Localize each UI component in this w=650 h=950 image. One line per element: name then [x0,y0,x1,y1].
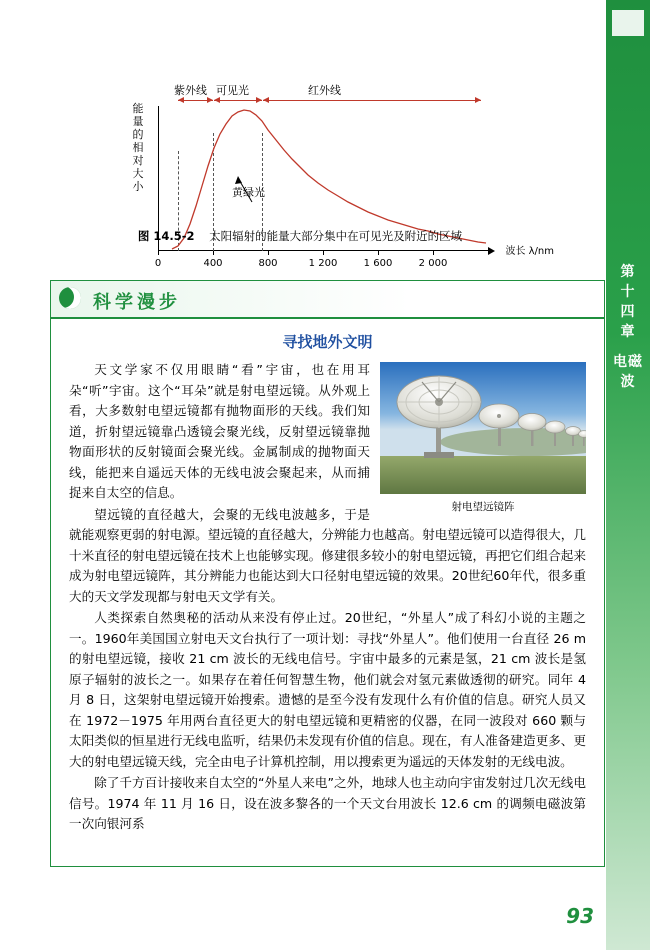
rail-top-notch [612,10,644,36]
photo-figure [380,362,586,518]
y-label-char-3: 的 [132,128,144,141]
chart-span-uv [178,100,213,101]
figure-caption [0,228,600,244]
chart-tick-label-1200: 1 200 [308,258,338,269]
chart-span-ir [263,100,481,101]
chart-tick-label-2000: 2 000 [418,258,448,269]
chapter-char-3: 四 [620,304,636,320]
chart-tick-0 [158,251,159,255]
chart-tick-2000 [433,251,434,255]
chart-band-label-visible: 可见光 [216,84,249,97]
article-paragraph-2: 望远镜的直径越大，会聚的无线电波越多，于是就能观察更弱的射电源。望远镜的直径越大，分辨能力也越高。射电望远镜可以造得很大，几十米直径的射电望远镜在技术上也能够实现。修建很多较小的射电望远镜，再把它们组合起来成为射电望远镜阵，其分辨能力也能达到大口径射电望远镜的效果。20世纪60年代，很多重大的天文学发现都与射电天文学有关。 [69,506,586,604]
figure-caption-label: 图 14.5-2 [137,229,195,243]
reading-box-title: 科学漫步 [93,292,181,313]
chart-tick-label-0: 0 [154,258,162,269]
chapter-char-2: 十 [620,284,636,300]
chapter-spacer [606,342,650,352]
article-paragraph-1: 天文学家不仅用眼睛“看”宇宙，也在用耳朵“听”宇宙。这个“耳朵”就是射电望远镜。从外观上看，大多数射电望远镜都有抛物面形的天线。我们知道，折射望远镜靠凸透镜会聚光线，反射望远镜靠抛物面形状的反射镜面会聚光线。金属制成的抛物面天线，能把来自遥远天体的无线电波会聚起来，从而捕捉来自太空的信息。 [69,362,370,500]
chart-y-axis-label [130,102,146,193]
crescent-moon-icon [59,287,81,309]
photo-caption: 射电望远镜阵 [451,501,515,513]
y-label-char-5: 对 [132,154,144,167]
page-number: 93 [566,904,594,928]
chart-tick-800 [268,251,269,255]
chart-x-axis-name: 波长 λ/nm [505,246,554,257]
chapter-side-rail [606,0,650,950]
y-label-char-6: 大 [132,167,144,180]
figure-14-5-2 [0,44,600,269]
chart-tick-label-1600: 1 600 [363,258,393,269]
chart-tick-label-400: 400 [203,258,223,269]
chapter-title: 电磁波 [613,354,643,390]
chart-annotation-yellow-green: 黄绿光 [232,186,265,199]
radio-telescope-array-photo [380,362,586,494]
chart-band-label-ir: 红外线 [308,84,341,97]
chart-tick-label-800: 800 [258,258,278,269]
chart-tick-1600 [378,251,379,255]
chart-x-axis-arrow [488,247,495,255]
article-title: 寻找地外文明 [282,333,373,351]
chapter-char-4: 章 [620,324,636,340]
reading-box [50,280,605,867]
y-label-char-4: 相 [132,141,144,154]
y-label-char-2: 量 [132,115,144,128]
chart-annotation-leader [232,166,292,206]
photo-artwork [380,362,586,494]
article-paragraph-4: 除了千方百计接收来自太空的“外星人来电”之外，地球人也主动向宇宙发射过几次无线电信号。1974 年 11 月 16 日，设在波多黎各的一个天文台用波长 12.6 cm 的调频电磁波第一次向银河系 [69,775,586,831]
chapter-char-1: 第 [620,264,636,280]
chapter-marker [606,262,650,392]
article-body [51,360,604,835]
page-top-margin [0,0,606,44]
reading-box-header [51,281,604,319]
chart-tick-1200 [323,251,324,255]
figure-caption-text: 太阳辐射的能量大部分集中在可见光及附近的区域 [209,229,463,243]
chart-tick-400 [213,251,214,255]
y-label-char-1: 能 [132,102,144,115]
chart-span-visible [214,100,262,101]
article-paragraph-3: 人类探索自然奥秘的活动从来没有停止过。20世纪，“外星人”成了科幻小说的主题之一。1960年美国国立射电天文台执行了一项计划：寻找“外星人”。他们使用一台直径 26 m 的射电望远镜，接收 21 cm 波长的无线电信号。宇宙中最多的元素是氢，21 cm 波长是氢原子辐射的波长之一。如果存在着任何智慧生物，他们就会对氢元素做透彻的研究。同年 4 月 8 日，这架射电望远镜开始搜索。遗憾的是至今没有发现什么有价值的信息。研究人员又在 1972－1975 年用两台直径更大的射电望远镜和更精密的仪器，在同一波段对 660 颗与太阳类似的恒星进行无线电监听，结果仍未发现有价值的信息。现在，有人准备建造更多、更大的射电望远镜天线，完全由电子计算机控制，用以搜索更为遥远的天体发射的无线电波。 [69,610,586,769]
y-label-char-7: 小 [132,180,144,193]
chart-band-label-uv: 紫外线 [174,84,207,97]
